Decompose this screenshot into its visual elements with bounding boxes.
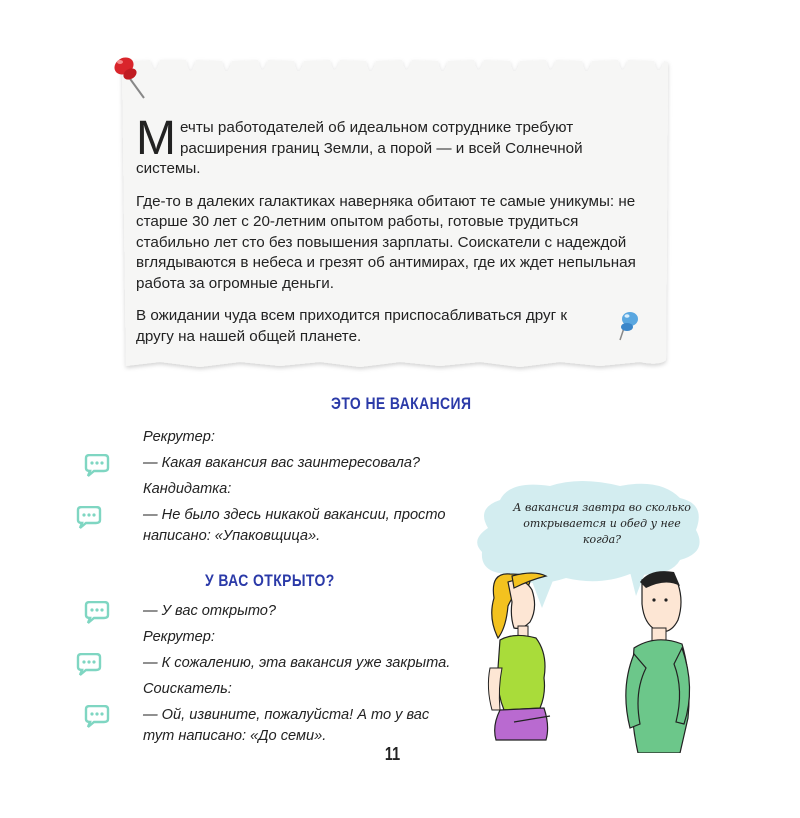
- man-figure: [626, 571, 690, 753]
- note-paragraph-2: Где-то в далеких галактиках наверняка обитают те самые уникумы: не старше 30 лет с 20-летним опытом работы, готовые трудиться стабильно лет сто без повышения зарплаты. Соискатели с надеждой вглядываются в небеса и грезят об антимирах, где их ждет непыльная работа за огромные деньги.: [136, 192, 636, 292]
- note-paragraph-1-text: ечты работодателей об идеальном сотруднике требуют расширения границ Земли, а порой — и всей Солнечной системы.: [136, 119, 583, 177]
- dialogue-line: Кандидатка:: [143, 481, 232, 497]
- note-text: [136, 112, 636, 359]
- note-paragraph-1: [136, 112, 636, 180]
- dialogue-line: — Ой, извините, пожалуйста! А то у вас тут написано: «До семи».: [143, 707, 430, 744]
- chat-bubble-icon: [75, 506, 103, 530]
- dialogue-line: — Какая вакансия вас заинтересовала?: [143, 455, 421, 471]
- section-heading-are-you-open: У ВАС ОТКРЫТО?: [205, 571, 335, 590]
- chat-bubble-icon: [83, 705, 111, 729]
- dialogue-line: Рекрутер:: [143, 429, 215, 445]
- chat-bubble-icon: [83, 454, 111, 478]
- drop-cap: М: [136, 112, 176, 165]
- chat-bubble-icon: [75, 653, 103, 677]
- page-number: 11: [384, 744, 401, 764]
- dialogue-line: Рекрутер:: [143, 629, 215, 645]
- dialogue-line: — У вас открыто?: [143, 603, 277, 619]
- dialogue-line: Соискатель:: [143, 681, 232, 697]
- chat-bubble-icon: [83, 601, 111, 625]
- dialogue-line: — Не было здесь никакой вакансии, просто написано: «Упаковщица».: [143, 507, 446, 544]
- speech-bubble-text: А вакансия завтра во сколько открывается и обед у нее когда?: [513, 501, 691, 546]
- red-pushpin-icon: [108, 52, 152, 102]
- dialogue-line: — К сожалению, эта вакансия уже закрыта.: [143, 655, 451, 671]
- section-heading-not-vacancy: ЭТО НЕ ВАКАНСИЯ: [331, 394, 472, 413]
- note-paragraph-3: В ожидании чуда всем приходится приспосабливаться друг к другу на нашей общей планете.: [136, 307, 568, 345]
